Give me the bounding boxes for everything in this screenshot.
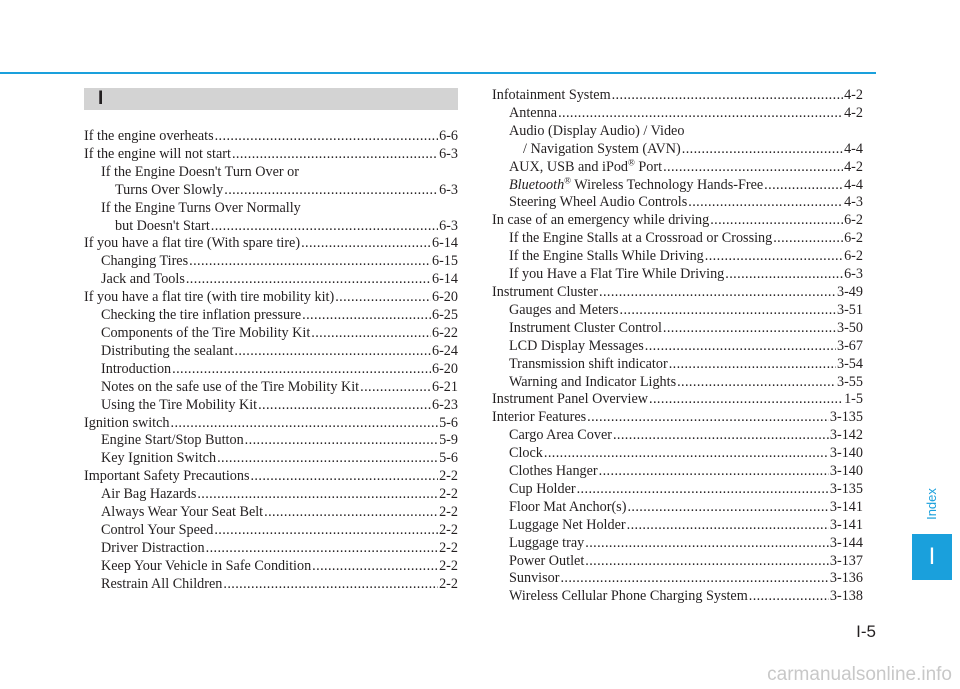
leader-dots xyxy=(645,338,836,356)
index-entry[interactable] xyxy=(492,156,863,177)
index-entry[interactable] xyxy=(84,558,458,576)
index-entry[interactable] xyxy=(492,356,863,374)
index-entry-text: Ignition switch xyxy=(84,414,170,431)
index-entry-text: Antenna xyxy=(509,104,558,121)
index-entry[interactable] xyxy=(84,289,458,307)
watermark: carmanualsonline.info xyxy=(767,664,952,685)
leader-dots xyxy=(171,415,439,433)
index-entry-text: In case of an emergency while driving xyxy=(492,212,710,229)
index-entry[interactable] xyxy=(492,338,863,356)
leader-dots xyxy=(705,248,843,266)
index-entry-page: 3-55 xyxy=(836,373,863,390)
leader-dots xyxy=(312,558,438,576)
index-entry-page: 3-144 xyxy=(829,534,863,551)
index-entry[interactable] xyxy=(492,266,863,284)
index-entry[interactable] xyxy=(84,164,458,182)
leader-dots xyxy=(669,356,836,374)
index-entry[interactable] xyxy=(492,374,863,392)
leader-dots xyxy=(663,159,843,177)
index-entry[interactable] xyxy=(84,576,458,594)
index-entry[interactable] xyxy=(492,409,863,427)
leader-dots xyxy=(688,194,843,212)
leader-dots xyxy=(234,343,431,361)
index-entry-text: Steering Wheel Audio Controls xyxy=(509,194,688,211)
leader-dots xyxy=(725,266,843,284)
leader-dots xyxy=(627,517,829,535)
index-entry-text: Bluetooth® Wireless Technology Hands-Free xyxy=(509,174,764,193)
leader-dots xyxy=(335,289,431,307)
index-entry-text: Keep Your Vehicle in Safe Condition xyxy=(101,557,312,574)
index-entry[interactable] xyxy=(84,200,458,218)
index-entry-text: Engine Start/Stop Button xyxy=(101,432,244,449)
leader-dots xyxy=(264,504,438,522)
index-entry-text: Air Bag Hazards xyxy=(101,486,197,503)
top-rule xyxy=(0,72,876,74)
leader-dots xyxy=(587,409,829,427)
leader-dots xyxy=(232,146,438,164)
index-entry-text: Cup Holder xyxy=(509,480,576,497)
index-entry-text: Interior Features xyxy=(492,409,587,426)
index-entry-page: 3-141 xyxy=(829,516,863,533)
leader-dots xyxy=(749,588,829,606)
index-entry[interactable] xyxy=(84,218,458,236)
index-entry-text: / Navigation System (AVN) xyxy=(523,140,681,157)
leader-dots xyxy=(612,87,843,105)
index-entry-page: 3-51 xyxy=(836,301,863,318)
index-entry[interactable] xyxy=(492,391,863,409)
index-entry-text: Changing Tires xyxy=(101,253,189,270)
leader-dots xyxy=(250,468,438,486)
index-entry-page: 3-138 xyxy=(829,588,863,605)
index-entry-text: Instrument Cluster xyxy=(492,283,598,300)
side-tab[interactable] xyxy=(912,534,952,580)
index-entry-text: Components of the Tire Mobility Kit xyxy=(101,324,311,341)
index-entry-text: Driver Distraction xyxy=(101,539,205,556)
index-entry[interactable] xyxy=(492,427,863,445)
index-entry[interactable] xyxy=(84,325,458,343)
index-entry-text: Wireless Cellular Phone Charging System xyxy=(509,588,748,605)
index-entry-page: 6-3 xyxy=(844,266,863,283)
index-entry-page: 3-136 xyxy=(829,570,863,587)
index-entry-page: 3-49 xyxy=(836,283,863,300)
index-entry-page: 6-21 xyxy=(431,378,458,395)
index-entry[interactable] xyxy=(84,235,458,253)
index-entry-page: 2-2 xyxy=(439,486,458,503)
leader-dots xyxy=(311,325,431,343)
index-entry-page: 2-2 xyxy=(439,557,458,574)
index-entry-page: 6-14 xyxy=(431,235,458,252)
index-entry[interactable] xyxy=(84,128,458,146)
leader-dots xyxy=(172,361,431,379)
index-column-right xyxy=(492,87,863,606)
leader-dots xyxy=(215,128,438,146)
leader-dots xyxy=(560,570,828,588)
index-entry[interactable] xyxy=(492,194,863,212)
index-entry-text: but Doesn't Start xyxy=(115,217,210,234)
leader-dots xyxy=(245,432,438,450)
leader-dots xyxy=(599,463,829,481)
index-entry[interactable] xyxy=(492,123,863,141)
index-entry[interactable] xyxy=(492,499,863,517)
index-entry-text: Luggage tray xyxy=(509,534,585,551)
leader-dots xyxy=(197,486,438,504)
index-entry-page: 2-2 xyxy=(439,575,458,592)
index-entry[interactable] xyxy=(84,468,458,486)
index-entry-page: 6-23 xyxy=(431,396,458,413)
index-entry[interactable] xyxy=(84,415,458,433)
leader-dots xyxy=(224,182,438,200)
index-entry[interactable] xyxy=(492,481,863,499)
index-entry[interactable] xyxy=(84,343,458,361)
index-entry-page: 4-2 xyxy=(844,87,863,103)
index-entry-text: Instrument Cluster Control xyxy=(509,319,662,336)
index-entry-page: 2-2 xyxy=(439,468,458,485)
leader-dots xyxy=(302,307,431,325)
index-entry-text: Control Your Speed xyxy=(101,521,214,538)
index-entry-page: 6-6 xyxy=(439,128,458,144)
leader-dots xyxy=(710,212,843,230)
index-entry-page: 2-2 xyxy=(439,504,458,521)
index-entry-page: 2-2 xyxy=(439,521,458,538)
leader-dots xyxy=(613,427,829,445)
index-entry-page: 4-3 xyxy=(844,194,863,211)
index-entry-page: 1-5 xyxy=(844,391,863,408)
index-entry-page: 6-14 xyxy=(431,271,458,288)
index-entry-text: Warning and Indicator Lights xyxy=(509,373,677,390)
index-entry-page: 4-4 xyxy=(844,140,863,157)
index-entry-text: Luggage Net Holder xyxy=(509,516,626,533)
index-entry-page: 6-2 xyxy=(844,212,863,229)
index-entry-text: Transmission shift indicator xyxy=(509,355,668,372)
leader-dots xyxy=(627,499,828,517)
index-entry-page: 6-2 xyxy=(844,230,863,247)
index-entry-page: 6-22 xyxy=(431,324,458,341)
index-entry[interactable] xyxy=(84,307,458,325)
leader-dots xyxy=(649,391,843,409)
index-entry-page: 3-67 xyxy=(836,337,863,354)
index-entry-text: If the Engine Turns Over Normally xyxy=(101,199,301,216)
index-entry-page: 4-2 xyxy=(844,158,863,175)
leader-dots xyxy=(577,481,829,499)
index-entry-text: If you have a flat tire (With spare tire) xyxy=(84,235,301,252)
index-entry-page: 3-140 xyxy=(829,463,863,480)
index-entry-text: Using the Tire Mobility Kit xyxy=(101,396,258,413)
index-entry-text: Audio (Display Audio) / Video xyxy=(509,122,685,139)
index-entry-text: Key Ignition Switch xyxy=(101,450,217,467)
index-entry[interactable] xyxy=(84,253,458,271)
leader-dots xyxy=(214,522,438,540)
index-entry[interactable] xyxy=(492,302,863,320)
leader-dots xyxy=(677,374,836,392)
index-entry-page: 6-20 xyxy=(431,360,458,377)
index-entry-page: 3-50 xyxy=(836,319,863,336)
index-entry-text: If the engine overheats xyxy=(84,128,214,144)
index-entry-text: Always Wear Your Seat Belt xyxy=(101,504,264,521)
index-entry-page: 3-137 xyxy=(829,552,863,569)
index-entry-text: If the engine will not start xyxy=(84,145,231,162)
leader-dots xyxy=(544,445,829,463)
leader-dots xyxy=(189,253,431,271)
index-entry-text: Turns Over Slowly xyxy=(115,181,224,198)
index-entry[interactable] xyxy=(84,486,458,504)
leader-dots xyxy=(663,320,836,338)
index-entry-page: 4-4 xyxy=(844,176,863,193)
index-entry-text: Distributing the sealant xyxy=(101,342,234,359)
leader-dots xyxy=(682,141,843,159)
index-entry-text: Gauges and Meters xyxy=(509,301,619,318)
index-entry-page: 6-3 xyxy=(439,181,458,198)
leader-dots xyxy=(301,235,431,253)
index-entry[interactable] xyxy=(84,540,458,558)
index-entry-page: 3-140 xyxy=(829,445,863,462)
index-entry[interactable] xyxy=(492,87,863,105)
index-entry[interactable] xyxy=(492,588,863,606)
index-entry[interactable] xyxy=(492,141,863,159)
leader-dots xyxy=(211,218,438,236)
index-entry-page: 2-2 xyxy=(439,539,458,556)
section-letter: I xyxy=(98,88,104,109)
index-entry-text: Sunvisor xyxy=(509,570,560,587)
index-entry-text: If the Engine Stalls While Driving xyxy=(509,248,704,265)
index-entry[interactable] xyxy=(492,553,863,571)
leader-dots xyxy=(558,105,843,123)
page-number: I-5 xyxy=(856,622,876,641)
index-entry[interactable] xyxy=(84,271,458,289)
index-entry[interactable] xyxy=(492,570,863,588)
index-entry-text: Introduction xyxy=(101,360,172,377)
index-entry-text: Power Outlet xyxy=(509,552,585,569)
index-entry-text: Notes on the safe use of the Tire Mobility Kit xyxy=(101,378,360,395)
index-entry[interactable] xyxy=(492,174,863,195)
leader-dots xyxy=(764,177,843,195)
index-entry[interactable] xyxy=(84,450,458,468)
index-column-left xyxy=(84,128,458,594)
leader-dots xyxy=(206,540,438,558)
index-entry-page: 3-135 xyxy=(829,480,863,497)
index-entry[interactable] xyxy=(84,379,458,397)
leader-dots xyxy=(217,450,438,468)
side-tab-letter: I xyxy=(928,543,936,570)
index-entry-text: Checking the tire inflation pressure xyxy=(101,307,302,324)
index-entry-text: If the Engine Stalls at a Crossroad or Crossing xyxy=(509,230,773,247)
index-entry-page: 5-9 xyxy=(439,432,458,449)
index-entry[interactable] xyxy=(492,517,863,535)
index-entry-text: Infotainment System xyxy=(492,87,611,103)
index-entry-page: 6-2 xyxy=(844,248,863,265)
index-entry-text: Floor Mat Anchor(s) xyxy=(509,498,627,515)
index-entry[interactable] xyxy=(84,432,458,450)
index-entry-text: Clothes Hanger xyxy=(509,463,598,480)
index-entry[interactable] xyxy=(492,535,863,553)
leader-dots xyxy=(186,271,431,289)
index-entry-text: Jack and Tools xyxy=(101,271,185,288)
index-entry-page: 3-142 xyxy=(829,427,863,444)
index-entry[interactable] xyxy=(492,284,863,302)
index-entry[interactable] xyxy=(84,504,458,522)
index-entry-page: 5-6 xyxy=(439,450,458,467)
index-entry[interactable] xyxy=(492,248,863,266)
index-entry-page: 3-54 xyxy=(836,355,863,372)
index-entry-text: Important Safety Precautions xyxy=(84,468,250,485)
index-entry-page: 6-24 xyxy=(431,342,458,359)
index-entry-text: If you Have a Flat Tire While Driving xyxy=(509,266,725,283)
index-entry-page: 6-25 xyxy=(431,307,458,324)
index-entry-page: 5-6 xyxy=(439,414,458,431)
index-entry-text: Clock xyxy=(509,445,543,462)
index-entry[interactable] xyxy=(492,105,863,123)
index-entry-page: 4-2 xyxy=(844,104,863,121)
index-entry-text: If the Engine Doesn't Turn Over or xyxy=(101,163,300,180)
index-entry-page: 3-135 xyxy=(829,409,863,426)
leader-dots xyxy=(585,535,829,553)
index-entry-text: Restrain All Children xyxy=(101,575,223,592)
index-entry-page: 6-3 xyxy=(439,217,458,234)
index-entry[interactable] xyxy=(84,146,458,164)
index-entry[interactable] xyxy=(84,397,458,415)
index-entry[interactable] xyxy=(492,230,863,248)
index-entry[interactable] xyxy=(492,320,863,338)
index-entry[interactable] xyxy=(492,445,863,463)
index-entry[interactable] xyxy=(492,463,863,481)
index-entry[interactable] xyxy=(492,212,863,230)
index-entry[interactable] xyxy=(84,522,458,540)
index-entry-text: AUX, USB and iPod® Port xyxy=(509,156,663,175)
index-entry-page: 3-141 xyxy=(829,498,863,515)
index-entry[interactable] xyxy=(84,182,458,200)
side-tab-label: Index xyxy=(924,488,939,520)
leader-dots xyxy=(360,379,431,397)
index-entry-page: 6-20 xyxy=(431,289,458,306)
index-entry-text: Cargo Area Cover xyxy=(509,427,612,444)
index-entry-text: LCD Display Messages xyxy=(509,337,644,354)
leader-dots xyxy=(620,302,836,320)
section-header-bar xyxy=(84,88,458,110)
leader-dots xyxy=(258,397,431,415)
leader-dots xyxy=(585,553,829,571)
leader-dots xyxy=(599,284,836,302)
leader-dots xyxy=(223,576,438,594)
index-entry-page: 6-15 xyxy=(431,253,458,270)
index-entry-page: 6-3 xyxy=(439,145,458,162)
index-entry-text: If you have a flat tire (with tire mobility kit) xyxy=(84,289,335,306)
index-entry-text: Instrument Panel Overview xyxy=(492,391,649,408)
index-entry[interactable] xyxy=(84,361,458,379)
leader-dots xyxy=(773,230,843,248)
